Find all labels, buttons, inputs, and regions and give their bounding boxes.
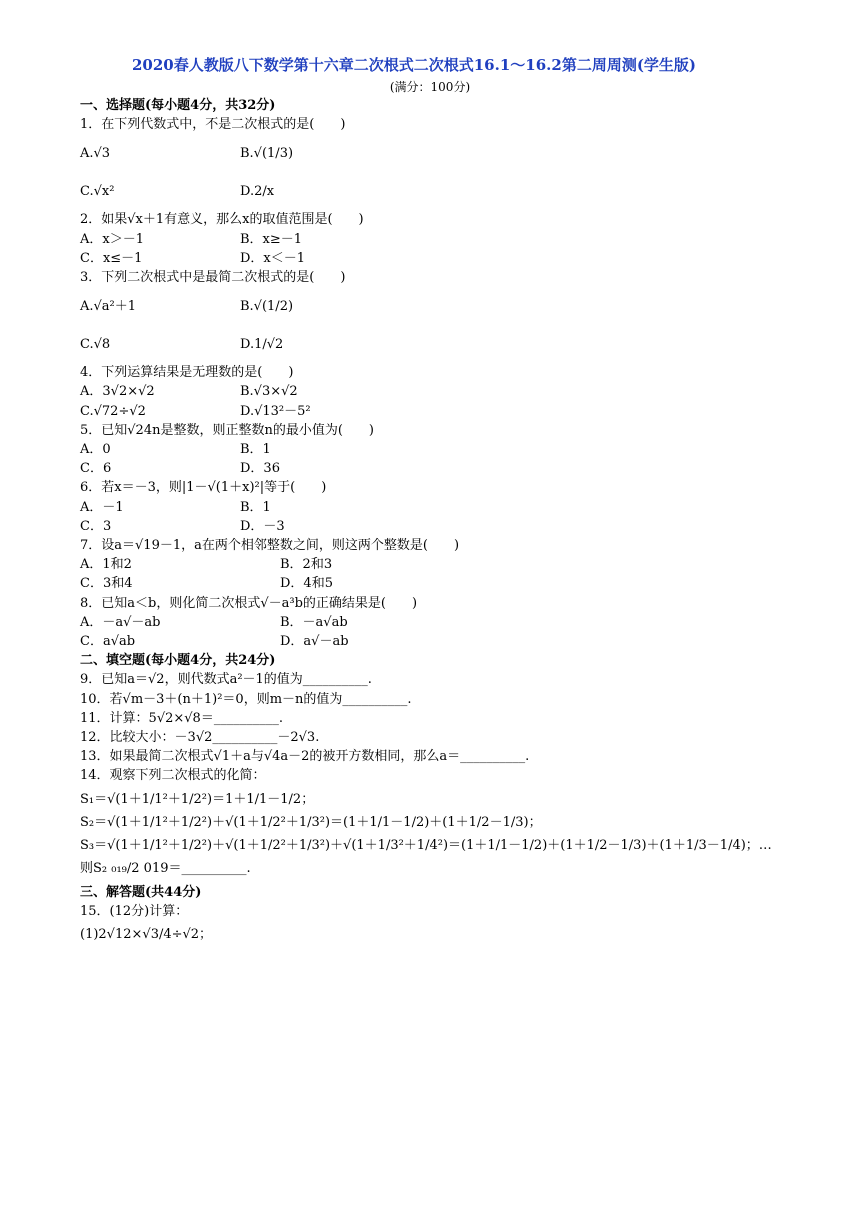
q6-option-a: A．－1	[80, 499, 124, 515]
question-6-options-row2	[80, 517, 840, 536]
question-15-part1: (1)2√12×√3/4÷√2；	[80, 926, 213, 942]
q5-option-c: C．6	[80, 461, 112, 477]
question-6-options-row1	[80, 498, 840, 517]
question-11: 11．计算：5√2×√8＝__________.	[80, 710, 283, 726]
q8-option-c: C．a√ab	[80, 634, 136, 650]
question-1-options-row1	[80, 134, 840, 172]
q7-option-a: A．1和2	[80, 557, 132, 573]
q3-option-c: C.√8	[80, 336, 111, 352]
q5-option-b: B．1	[240, 442, 271, 458]
question-1-stem: 1．在下列代数式中，不是二次根式的是( )	[80, 117, 346, 133]
question-7-stem: 7．设a＝√19－1，a在两个相邻整数之间，则这两个整数是( )	[80, 538, 460, 554]
question-2-stem: 2．如果√x＋1有意义，那么x的取值范围是( )	[80, 212, 364, 228]
section-fill-heading: 二、填空题(每小题4分，共24分)	[80, 653, 276, 669]
q7-option-d: D．4和5	[280, 576, 333, 592]
question-7-options-row1	[80, 555, 840, 574]
question-15-stem: 15．(12分)计算：	[80, 903, 189, 919]
q7-option-c: C．3和4	[80, 576, 133, 592]
q8-option-d: D．a√－ab	[280, 634, 349, 650]
question-5-stem: 5．已知√24n是整数，则正整数n的最小值为( )	[80, 422, 374, 438]
q1-option-d: D.2/x	[240, 183, 275, 199]
worksheet-content	[80, 96, 840, 948]
q1-option-b: B.√(1/3)	[240, 145, 294, 161]
question-2-options-row1	[80, 230, 840, 249]
question-3-options-row1	[80, 287, 840, 325]
score-note: (满分：100分)	[389, 80, 471, 94]
q4-option-d: D.√13²－5²	[240, 403, 311, 419]
q8-option-b: B．－a√ab	[280, 614, 348, 630]
q5-option-d: D．36	[240, 461, 280, 477]
question-4-stem: 4．下列运算结果是无理数的是( )	[80, 365, 294, 381]
q2-option-a: A．x＞－1	[80, 231, 144, 247]
question-3-stem: 3．下列二次根式中是最简二次根式的是( )	[80, 270, 346, 286]
question-7-options-row2	[80, 574, 840, 593]
q2-option-c: C．x≤－1	[80, 250, 143, 266]
question-8-options-row1	[80, 613, 840, 632]
question-6-stem: 6．若x＝－3，则|1－√(1＋x)²|等于( )	[80, 480, 327, 496]
question-13: 13．如果最简二次根式√1＋a与√4a－2的被开方数相同，那么a＝__________.	[80, 749, 530, 765]
q3-option-a: A.√a²＋1	[80, 298, 137, 314]
question-12: 12．比较大小：－3√2__________－2√3.	[80, 730, 320, 746]
q5-option-a: A．0	[80, 442, 111, 458]
question-14-stem: 14．观察下列二次根式的化简：	[80, 768, 266, 784]
question-8-options-row2	[80, 632, 840, 651]
q6-option-d: D．－3	[240, 518, 285, 534]
page-title: 2020春人教版八下数学第十六章二次根式二次根式16.1～16.2第二周周测(学生版)	[132, 56, 697, 74]
question-3-options-row2	[80, 325, 840, 363]
question-14-ask: 则S₂ ₀₁₉/2 019＝__________.	[80, 861, 251, 877]
question-10: 10．若√m－3＋(n＋1)²＝0，则m－n的值为__________.	[80, 691, 412, 707]
q4-option-b: B.√3×√2	[240, 384, 298, 400]
question-2-options-row2	[80, 249, 840, 268]
q2-option-b: B．x≥－1	[240, 231, 303, 247]
question-8-stem: 8．已知a＜b，则化简二次根式√－a³b的正确结果是( )	[80, 595, 418, 611]
q3-option-d: D.1/√2	[240, 336, 284, 352]
question-5-options-row2	[80, 459, 840, 478]
q1-option-c: C.√x²	[80, 183, 115, 199]
question-4-options-row1	[80, 382, 840, 401]
section-choice-heading: 一、选择题(每小题4分，共32分)	[80, 98, 276, 113]
question-5-options-row1	[80, 440, 840, 459]
question-4-options-row2	[80, 402, 840, 421]
section-answer-heading: 三、解答题(共44分)	[80, 884, 202, 900]
q4-option-c: C.√72÷√2	[80, 403, 146, 419]
q6-option-b: B．1	[240, 499, 271, 515]
q6-option-c: C．3	[80, 518, 112, 534]
q1-option-a: A.√3	[80, 145, 111, 161]
question-14-s3: S₃＝√(1＋1/1²＋1/2²)＋√(1＋1/2²＋1/3²)＋√(1＋1/3²＋1/4²)＝(1＋1/1－1/2)＋(1＋1/2－1/3)＋(1＋1/3－1/4)；…	[80, 838, 772, 854]
question-9: 9．已知a＝√2，则代数式a²－1的值为__________.	[80, 672, 372, 688]
q7-option-b: B．2和3	[280, 557, 333, 573]
question-1-options-row2	[80, 172, 840, 210]
q3-option-b: B.√(1/2)	[240, 298, 294, 314]
q4-option-a: A．3√2×√2	[80, 384, 155, 400]
question-14-s1: S₁＝√(1＋1/1²＋1/2²)＝1＋1/1－1/2；	[80, 791, 315, 807]
q8-option-a: A．－a√－ab	[80, 614, 161, 630]
q2-option-d: D．x＜－1	[240, 250, 306, 266]
question-14-s2: S₂＝√(1＋1/1²＋1/2²)＋√(1＋1/2²＋1/3²)＝(1＋1/1－1/2)＋(1＋1/2－1/3)；	[80, 814, 542, 830]
